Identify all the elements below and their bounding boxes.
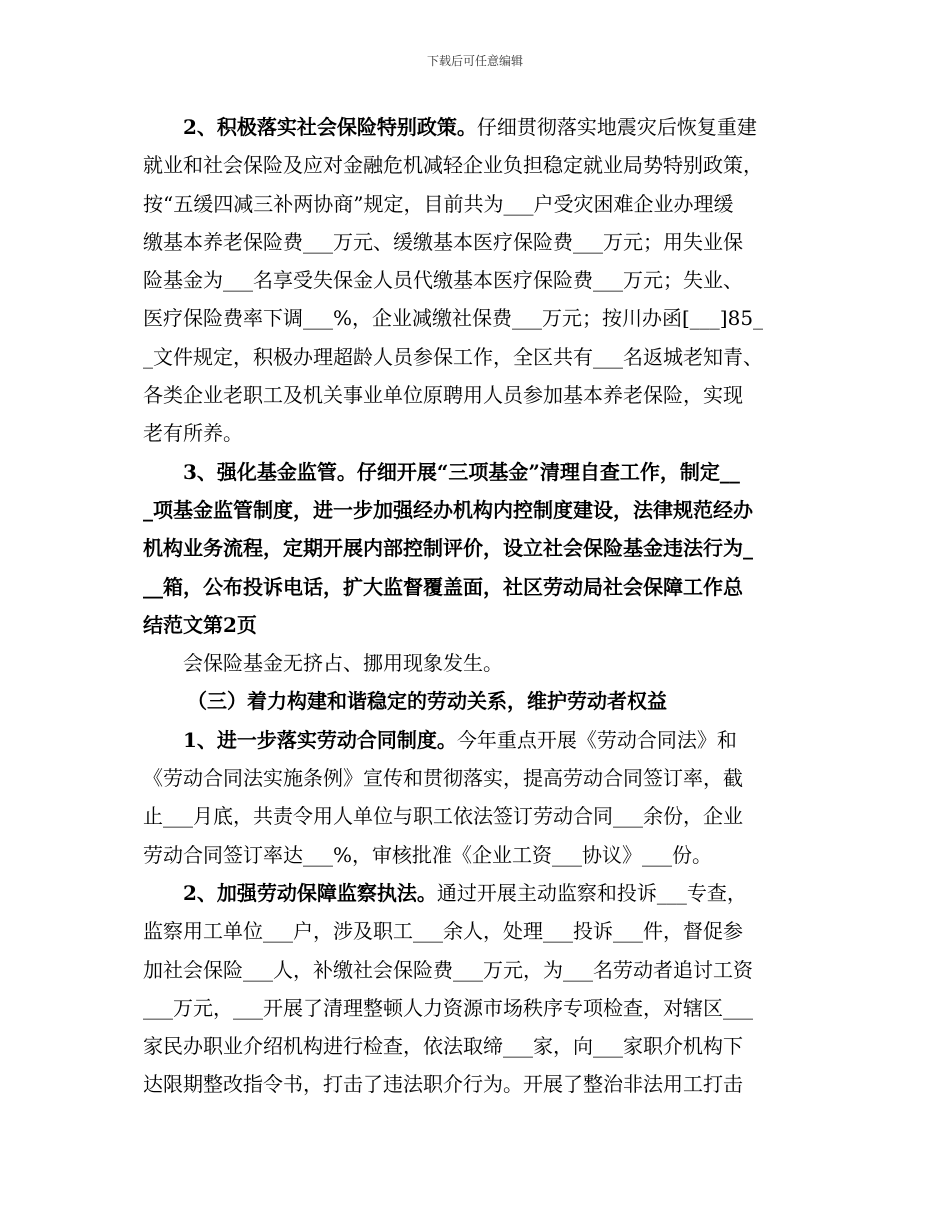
paragraph-1-line: _文件规定，积极办理超龄人员参保工作，全区共有___名返城老知青、: [143, 344, 763, 369]
paragraph-1-line: 就业和社会保险及应对金融危机减轻企业负担稳定就业局势特别政策，: [143, 153, 763, 178]
paragraph-2-line: 机构业务流程，定期开展内部控制评价，设立社会保险基金违法行为_: [143, 536, 753, 561]
section-heading: （三）着力构建和谐稳定的劳动关系，维护劳动者权益: [187, 689, 667, 714]
paragraph-3-line: 会保险基金无挤占、挪用现象发生。: [183, 651, 503, 676]
paragraph-2-line: __箱，公布投诉电话，扩大监督覆盖面，社区劳动局社会保障工作总: [143, 574, 743, 599]
paragraph-5-line: ___万元，___开展了清理整顿人力资源市场秩序专项检查，对辖区___: [143, 995, 753, 1020]
paragraph-4-line: 《劳动合同法实施条例》宣传和贯彻落实，提高劳动合同签订率，截: [143, 766, 743, 791]
paragraph-2-line: 3、强化基金监管。仔细开展“三项基金”清理自查工作，制定__: [183, 459, 740, 484]
paragraph-5-line: 加社会保险___人，补缴社会保险费___万元，为___名劳动者追讨工资: [143, 957, 753, 982]
paragraph-5-text: 通过开展主动监察和投诉___专查，: [436, 880, 747, 905]
paragraph-4-line-1: [143, 721, 813, 759]
paragraph-5-line: 监察用工单位___户，涉及职工___余人，处理___投诉___件，督促参: [143, 919, 743, 944]
paragraph-1-text: 仔细贯彻落实地震灾后恢复重建: [476, 115, 757, 139]
paragraph-1-heading: 2、积极落实社会保险特别政策。: [183, 115, 477, 139]
page-header: 下载后可任意编辑: [426, 54, 523, 68]
paragraph-1-line-1: [143, 108, 813, 146]
paragraph-4-heading: 1、进一步落实劳动合同制度。: [183, 727, 457, 752]
paragraph-1-line: 按“五缓四减三补两协商”规定，目前共为___户受灾困难企业办理缓: [143, 191, 734, 216]
paragraph-2-line: _项基金监管制度，进一步加强经办机构内控制度建设，法律规范经办: [143, 497, 753, 522]
paragraph-1-line: 各类企业老职工及机关事业单位原聘用人员参加基本养老保险，实现: [143, 383, 743, 408]
paragraph-4-text: 今年重点开展《劳动合同法》和: [456, 727, 737, 752]
paragraph-1-line: 险基金为___名享受失保金人员代缴基本医疗保险费___万元；失业、: [143, 268, 743, 293]
paragraph-4-line: 止___月底，共责令用人单位与职工依法签订劳动合同___余份，企业: [143, 804, 743, 829]
paragraph-1-line: 缴基本养老保险费___万元、缓缴基本医疗保险费___万元；用失业保: [143, 229, 743, 254]
paragraph-1-line: 老有所养。: [143, 421, 243, 446]
paragraph-2-line: 结范文第2页: [143, 612, 257, 637]
paragraph-5-line: 家民办职业介绍机构进行检查，依法取缔___家，向___家职介机构下: [143, 1034, 743, 1059]
document-body: [143, 108, 813, 1104]
paragraph-5-line-1: [143, 874, 813, 912]
paragraph-5-line: 达限期整改指令书，打击了违法职介行为。开展了整治非法用工打击: [143, 1072, 743, 1097]
paragraph-4-line: 劳动合同签订率达___%，审核批准《企业工资___协议》___份。: [143, 842, 713, 867]
paragraph-5-heading: 2、加强劳动保障监察执法。: [183, 880, 437, 905]
paragraph-1-line: 医疗保险费率下调___%，企业减缴社保费___万元；按川办函[___]85_: [143, 306, 764, 331]
